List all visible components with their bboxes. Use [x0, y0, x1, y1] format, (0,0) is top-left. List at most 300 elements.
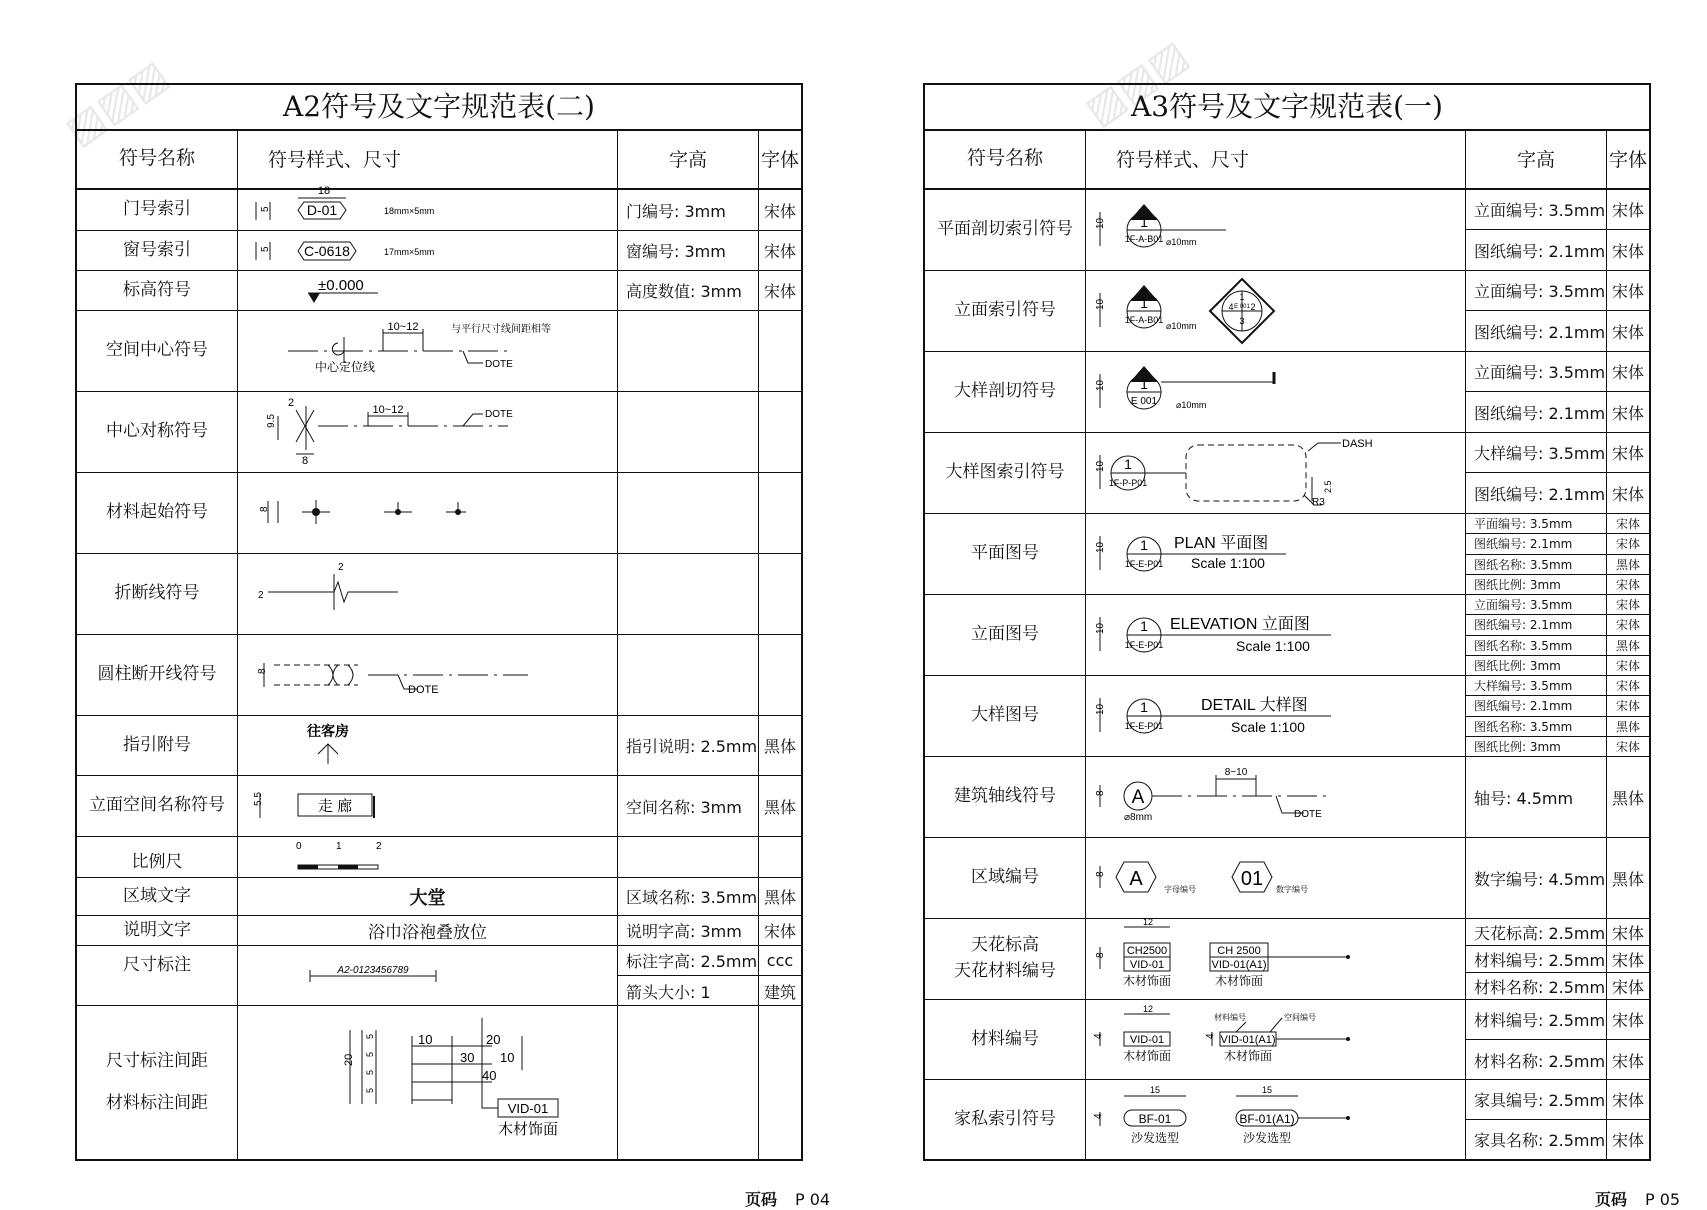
- code-text: 1F-A-B01: [1124, 315, 1164, 325]
- dim-text: 10: [500, 1050, 515, 1065]
- code-text: D-01: [306, 202, 338, 218]
- zone-number: 01: [1240, 868, 1264, 890]
- row-name: 指引附号: [77, 716, 238, 775]
- table-row: [77, 392, 801, 473]
- dim-text: 10: [1095, 217, 1106, 229]
- row-height: 图纸名称: 3.5mm: [1466, 636, 1607, 655]
- table-row: [925, 514, 1649, 595]
- dim-text: 2: [288, 397, 295, 409]
- header-style: 符号样式、尺寸: [238, 129, 618, 188]
- code-text: 1F-E-P01: [1124, 559, 1164, 569]
- dim-text: 20: [486, 1032, 501, 1047]
- table-header: [925, 129, 1649, 190]
- row-font: 宋体: [1611, 485, 1644, 504]
- row-name-group: [77, 1006, 238, 1159]
- table-row: [77, 635, 801, 716]
- dim-text: 8: [1095, 790, 1106, 796]
- symbol-center-symmetric: [238, 392, 618, 472]
- row-font: 黑体: [1615, 719, 1640, 734]
- title-text: PLAN 平面图: [1174, 535, 1269, 552]
- num-text: 4: [1228, 302, 1234, 312]
- dim-text: 10: [418, 1032, 433, 1047]
- dim-text: 2.5: [1323, 480, 1333, 493]
- row-name: 区域编号: [925, 838, 1086, 918]
- area-text: 大堂: [238, 878, 618, 915]
- row-height: 图纸名称: 3.5mm: [1466, 717, 1607, 736]
- row-font: 黑体: [1611, 869, 1644, 889]
- row-height: 立面编号: 3.5mm: [1466, 271, 1607, 310]
- row-height: 天花标高: 2.5mm: [1466, 919, 1607, 945]
- row-height: 材料名称: 2.5mm: [1466, 973, 1607, 1000]
- dim-text: 4: [1093, 1113, 1104, 1119]
- zone-letter: A: [1129, 868, 1143, 890]
- zone-note: 字母编号: [1164, 885, 1196, 894]
- dia-text: ⌀8mm: [1124, 812, 1153, 823]
- row-name: 比例尺: [77, 837, 238, 877]
- level-text: ±0.000: [318, 277, 364, 294]
- symbol-level: [238, 271, 618, 310]
- dim-text: 5: [365, 1051, 375, 1057]
- row-name: 家私索引符号: [925, 1080, 1086, 1159]
- code-text: E 001: [1130, 396, 1158, 407]
- header-name: 符号名称: [925, 129, 1086, 188]
- dim-text: 5: [260, 246, 271, 252]
- dote-text: DOTE: [485, 409, 513, 420]
- symbol-axis: [1086, 757, 1466, 837]
- dia-text: ⌀10mm: [1176, 400, 1207, 410]
- scale-text: Scale 1:100: [1231, 719, 1305, 735]
- row-name: 材料起始符号: [77, 473, 238, 553]
- row-name: 窗号索引: [77, 231, 238, 270]
- dim-text: 40: [482, 1068, 497, 1083]
- num-text: 2: [1250, 302, 1256, 312]
- row-height: 图纸编号: 2.1mm: [1466, 473, 1607, 514]
- num-text: 1: [1124, 456, 1132, 472]
- symbol-break-line: [238, 554, 618, 634]
- row-font: 宋体: [1615, 618, 1640, 633]
- num-text: 1: [1140, 618, 1148, 634]
- note-text: 材料编号: [1214, 1013, 1246, 1022]
- size-text: 18mm×5mm: [384, 206, 435, 216]
- row-name: 立面索引符号: [925, 271, 1086, 351]
- table-row: [77, 716, 801, 776]
- code-text: VID-01(A1): [1211, 959, 1267, 971]
- row-height: 平面编号: 3.5mm: [1466, 514, 1607, 533]
- row-font: 宋体: [1611, 201, 1644, 220]
- row-font: 宋体: [1611, 950, 1644, 970]
- table-row: [925, 757, 1649, 838]
- code-text: VID-01(A1): [1220, 1034, 1276, 1046]
- row-name: 中心对称符号: [77, 392, 238, 472]
- table-header: [77, 129, 801, 190]
- row-name: 材料编号: [925, 1000, 1086, 1079]
- note-text: 空间编号: [1284, 1013, 1316, 1022]
- table-row: [77, 554, 801, 635]
- sub-row: [1466, 555, 1649, 575]
- dim-text: 5: [260, 206, 271, 212]
- page-label: 页码: [745, 1190, 778, 1209]
- row-font: 宋体: [1611, 444, 1644, 463]
- sub-row: [1466, 737, 1649, 757]
- dia-text: ⌀10mm: [1166, 321, 1197, 331]
- row-height: 材料名称: 2.5mm: [1466, 1040, 1607, 1080]
- note-text: 与平行尺寸线间距相等: [451, 324, 551, 335]
- row-font: 宋体: [1611, 1051, 1644, 1071]
- row-font: 宋体: [1611, 323, 1644, 342]
- dim-text: 10: [1095, 541, 1106, 553]
- row-height: 图纸名称: 3.5mm: [1466, 555, 1607, 574]
- num-text: 1: [1140, 214, 1148, 230]
- row-font: 宋体: [1615, 679, 1640, 694]
- row-name: 大样剖切符号: [925, 352, 1086, 432]
- header-name: 符号名称: [77, 129, 238, 188]
- table-row: [925, 1080, 1649, 1159]
- code-text: CH 2500: [1217, 945, 1261, 957]
- row-height: 说明字高: 3mm: [618, 916, 759, 945]
- row-height: 窗编号: 3mm: [618, 231, 759, 270]
- dim-text: 10~12: [387, 321, 419, 333]
- row-font: ccc: [766, 951, 794, 970]
- row-height: 大样编号: 3.5mm: [1466, 676, 1607, 695]
- spec-table-left: [75, 83, 803, 1161]
- row-height: 图纸比例: 3mm: [1466, 575, 1607, 595]
- dim-text: 10: [1095, 379, 1106, 391]
- row-name-group: [925, 919, 1086, 999]
- dim-text: 8~10: [1224, 767, 1248, 778]
- row-height: 箭头大小: 1: [618, 976, 759, 1006]
- row-height: 材料编号: 2.5mm: [1466, 1000, 1607, 1039]
- row-height: 立面编号: 3.5mm: [1466, 352, 1607, 391]
- guide-text: 往客房: [307, 723, 349, 739]
- table-row: [77, 946, 801, 1006]
- row-font: 建筑: [763, 982, 796, 1002]
- dim-text: 15: [1149, 1085, 1161, 1095]
- spec-table-right: [923, 83, 1651, 1161]
- row-font: 宋体: [1611, 1091, 1644, 1110]
- row-name: 平面图号: [925, 514, 1086, 594]
- code-text: 1F-A-B01: [1124, 234, 1164, 244]
- dim-text: 5: [365, 1033, 375, 1039]
- symbol-guide: [238, 716, 618, 775]
- symbol-detail-section: [1086, 352, 1466, 432]
- code-text: C-0618: [304, 243, 350, 259]
- page-code: P 05: [1645, 1190, 1681, 1209]
- row-height: 数字编号: 4.5mm: [1466, 838, 1607, 918]
- dim-text: 30: [460, 1050, 475, 1065]
- row-name: 标高符号: [77, 271, 238, 310]
- row-height: 门编号: 3mm: [618, 190, 759, 230]
- desc-text: 浴巾浴袍叠放位: [238, 916, 618, 945]
- row-font: 宋体: [763, 201, 796, 221]
- header-style: 符号样式、尺寸: [1086, 129, 1466, 188]
- row-height: 材料编号: 2.5mm: [1466, 946, 1607, 972]
- row-name: 门号索引: [77, 190, 238, 230]
- row-name: 立面图号: [925, 595, 1086, 675]
- dim-text: 12: [1142, 1004, 1154, 1014]
- code-text: 1F-P-P01: [1108, 478, 1148, 488]
- row-font: 黑体: [1615, 557, 1640, 572]
- row-font: 宋体: [1611, 1011, 1644, 1030]
- symbol-material-start: [238, 473, 618, 553]
- row-height: 图纸编号: 2.1mm: [1466, 534, 1607, 553]
- mat-text: 木材饰面: [1122, 974, 1172, 988]
- table-row: [77, 776, 801, 837]
- table-row: [925, 838, 1649, 919]
- dote-text: DOTE: [485, 359, 513, 370]
- row-font: 宋体: [1615, 598, 1640, 613]
- sub-row: [1466, 676, 1649, 696]
- symbol-ceiling: [1086, 919, 1466, 999]
- table-row: [77, 916, 801, 946]
- row-height: 立面编号: 3.5mm: [1466, 595, 1607, 614]
- dote-text: DOTE: [408, 684, 439, 696]
- header-height: 字高: [1466, 129, 1607, 188]
- row-height: 指引说明: 2.5mm: [618, 716, 759, 775]
- row-name: 天花材料编号: [954, 961, 1056, 981]
- scale-text: Scale 1:100: [1191, 555, 1265, 571]
- space-text: 走 廊: [317, 798, 353, 815]
- code-text: VID-01: [507, 1101, 549, 1116]
- dim-text: 18: [317, 185, 331, 197]
- dim-text: 10: [1095, 703, 1106, 715]
- table-row: [925, 352, 1649, 433]
- page-label: 页码: [1595, 1190, 1628, 1209]
- scale-text: Scale 1:100: [1236, 638, 1310, 654]
- row-font: 宋体: [1615, 740, 1640, 755]
- row-height: 大样编号: 3.5mm: [1466, 433, 1607, 472]
- label-text: 中心定位线: [315, 360, 376, 374]
- row-font: 宋体: [763, 282, 796, 301]
- symbol-material-code: [1086, 1000, 1466, 1079]
- dim-text: 4: [1093, 1033, 1104, 1039]
- dim-text: 12: [1142, 917, 1154, 927]
- code-text: VID-01: [1129, 1034, 1165, 1046]
- dim-text: 8: [257, 668, 268, 674]
- row-name: 立面空间名称符号: [77, 776, 238, 836]
- sub-row: [1466, 514, 1649, 534]
- row-name: 尺寸标注间距: [106, 1050, 208, 1071]
- header-font: 字体: [1608, 149, 1647, 171]
- tick-text: 0: [296, 841, 302, 852]
- dim-text: 10~12: [372, 404, 404, 416]
- dim-text: 20: [343, 1053, 355, 1066]
- tick-text: 1: [336, 841, 342, 852]
- dim-text: 5: [365, 1069, 375, 1075]
- row-height: 图纸编号: 2.1mm: [1466, 615, 1607, 634]
- dim-text: 8: [1095, 871, 1106, 877]
- symbol-zone: [1086, 838, 1466, 918]
- row-font: 宋体: [763, 922, 796, 941]
- code-text: E 001: [1234, 304, 1250, 310]
- num-text: 1: [1239, 292, 1245, 302]
- num-text: 1: [1140, 699, 1148, 715]
- num-text: 1: [1140, 376, 1148, 392]
- symbol-plan-title: [1086, 514, 1466, 594]
- num-text: 1: [1140, 295, 1148, 311]
- row-font: 黑体: [1615, 638, 1640, 653]
- symbol-detail-title: [1086, 676, 1466, 756]
- page-code: P 04: [795, 1190, 831, 1209]
- row-font: 宋体: [1611, 923, 1644, 943]
- watermark: ▨▨▨: [1077, 31, 1197, 135]
- row-name: 天花标高: [971, 935, 1039, 956]
- row-height: 家具名称: 2.5mm: [1466, 1120, 1607, 1159]
- mat-text: 木材饰面: [1223, 1049, 1273, 1063]
- dim-text: A2-0123456789: [337, 965, 409, 976]
- row-font: 宋体: [1611, 1131, 1644, 1150]
- mat-text: 沙发选型: [1130, 1131, 1180, 1145]
- symbol-column-break: [238, 635, 618, 715]
- sub-row: [1466, 615, 1649, 635]
- size-text: 17mm×5mm: [384, 247, 435, 257]
- row-font: 宋体: [763, 242, 796, 261]
- code-text: BF-01: [1138, 1112, 1172, 1126]
- sub-row: [1466, 656, 1649, 676]
- row-font: 宋体: [1611, 363, 1644, 382]
- symbol-dimension: [238, 946, 618, 1005]
- row-font: 宋体: [1615, 537, 1640, 552]
- table-row: [77, 271, 801, 311]
- row-name: 圆柱断开线符号: [77, 635, 238, 715]
- dim-text: 8: [1095, 952, 1106, 958]
- symbol-furniture: [1086, 1080, 1466, 1159]
- table-row: [925, 190, 1649, 271]
- radius-text: R3: [1312, 497, 1325, 508]
- dia-text: ⌀10mm: [1166, 237, 1197, 247]
- row-name: 大样图索引符号: [925, 433, 1086, 513]
- symbol-elevation-title: [1086, 595, 1466, 675]
- dim-text: 10: [1095, 460, 1106, 472]
- table-row: [925, 595, 1649, 676]
- dim-text: 10: [1095, 298, 1106, 310]
- row-height: 空间名称: 3mm: [618, 776, 759, 836]
- symbol-spacing: [238, 1006, 618, 1159]
- table-row: [925, 271, 1649, 352]
- row-font: 黑体: [763, 797, 796, 817]
- row-font: 宋体: [1611, 282, 1644, 301]
- symbol-detail-index: [1086, 433, 1466, 513]
- mat-text: 木材饰面: [1214, 974, 1264, 988]
- sub-row: [1466, 534, 1649, 554]
- row-height: 图纸编号: 2.1mm: [1466, 311, 1607, 352]
- sub-row: [1466, 696, 1649, 716]
- symbol-space-center: [238, 311, 618, 391]
- title-text: ELEVATION 立面图: [1170, 616, 1310, 633]
- table-row: [925, 433, 1649, 514]
- code-text: 1F-E-P01: [1124, 721, 1164, 731]
- row-font: 宋体: [1611, 404, 1644, 423]
- watermark: ▨▨▨: [57, 51, 177, 155]
- dim-text: 15: [1261, 1085, 1273, 1095]
- row-font: 宋体: [1615, 699, 1640, 714]
- row-font: 宋体: [1611, 978, 1644, 997]
- symbol-space-name: [238, 776, 618, 836]
- sub-row: [1466, 575, 1649, 595]
- table-row: [77, 837, 801, 878]
- row-height: 轴号: 4.5mm: [1466, 757, 1607, 837]
- row-name: 尺寸标注: [77, 946, 238, 1005]
- mat-text: 木材饰面: [1122, 1049, 1172, 1063]
- sub-row: [1466, 595, 1649, 615]
- symbol-scale-bar: [238, 837, 618, 877]
- table-row: [925, 676, 1649, 757]
- row-name: 大样图号: [925, 676, 1086, 756]
- row-height: 图纸比例: 3mm: [1466, 656, 1607, 676]
- page-title: A2符号及文字规范表(二): [77, 85, 801, 131]
- code-text: VID-01: [1129, 959, 1165, 971]
- sub-row: [1466, 636, 1649, 656]
- table-row: [77, 231, 801, 271]
- dim-text: 5: [365, 1087, 375, 1093]
- row-height: 标注字高: 2.5mm: [618, 946, 759, 975]
- num-text: 1: [1140, 537, 1148, 553]
- table-row: [77, 1006, 801, 1159]
- row-name: 折断线符号: [77, 554, 238, 634]
- symbol-plan-section: [1086, 190, 1466, 270]
- row-font: 黑体: [1611, 788, 1644, 808]
- row-font: 宋体: [1611, 242, 1644, 261]
- symbol-window-index: [238, 231, 618, 270]
- tick-text: 2: [376, 841, 382, 852]
- table-row: [925, 1000, 1649, 1080]
- row-height: 图纸比例: 3mm: [1466, 737, 1607, 757]
- row-height: 立面编号: 3.5mm: [1466, 190, 1607, 229]
- table-row: [77, 311, 801, 392]
- title-text: DETAIL 大样图: [1201, 697, 1308, 714]
- dim-text: 8: [259, 506, 270, 512]
- dote-text: DOTE: [1294, 809, 1322, 820]
- row-name: 平面剖切索引符号: [925, 190, 1086, 270]
- dim-text: 9.5: [266, 414, 277, 428]
- dim-text: 2: [258, 590, 264, 601]
- num-text: 3: [1239, 316, 1245, 326]
- row-font: 黑体: [763, 737, 796, 756]
- axis-letter: A: [1131, 787, 1145, 808]
- row-height: 区域名称: 3.5mm: [618, 878, 759, 915]
- row-height: 家具编号: 2.5mm: [1466, 1080, 1607, 1119]
- code-text: BF-01(A1): [1239, 1112, 1295, 1126]
- row-height: 高度数值: 3mm: [618, 271, 759, 310]
- row-font: 宋体: [1615, 517, 1640, 532]
- symbol-door-index: [238, 185, 618, 230]
- mat-text: 沙发选型: [1242, 1131, 1292, 1145]
- dim-text: 5.5: [253, 792, 264, 806]
- table-row: [925, 919, 1649, 1000]
- header-height: 字高: [618, 129, 759, 188]
- mat-text: 木材饰面: [497, 1121, 559, 1138]
- table-row: [77, 185, 801, 231]
- sub-row: [1466, 717, 1649, 737]
- symbol-elevation-index: [1086, 271, 1466, 351]
- dim-text: 2: [338, 562, 344, 573]
- row-height: 图纸编号: 2.1mm: [1466, 392, 1607, 433]
- row-height: 图纸编号: 2.1mm: [1466, 230, 1607, 271]
- table-row: [77, 878, 801, 916]
- row-name: 空间中心符号: [77, 311, 238, 391]
- row-font: 黑体: [763, 888, 796, 907]
- code-text: CH2500: [1126, 945, 1168, 957]
- dim-text: 8: [302, 455, 309, 467]
- code-text: 1F-E-P01: [1124, 640, 1164, 650]
- row-name: 说明文字: [77, 916, 238, 945]
- row-name: 建筑轴线符号: [925, 757, 1086, 837]
- dim-text: 10: [1095, 622, 1106, 634]
- row-name: 材料标注间距: [106, 1092, 208, 1113]
- table-row: [77, 473, 801, 554]
- page-title: A3符号及文字规范表(一): [925, 85, 1649, 131]
- dash-text: DASH: [1342, 438, 1373, 450]
- zone-note: 数字编号: [1276, 885, 1308, 894]
